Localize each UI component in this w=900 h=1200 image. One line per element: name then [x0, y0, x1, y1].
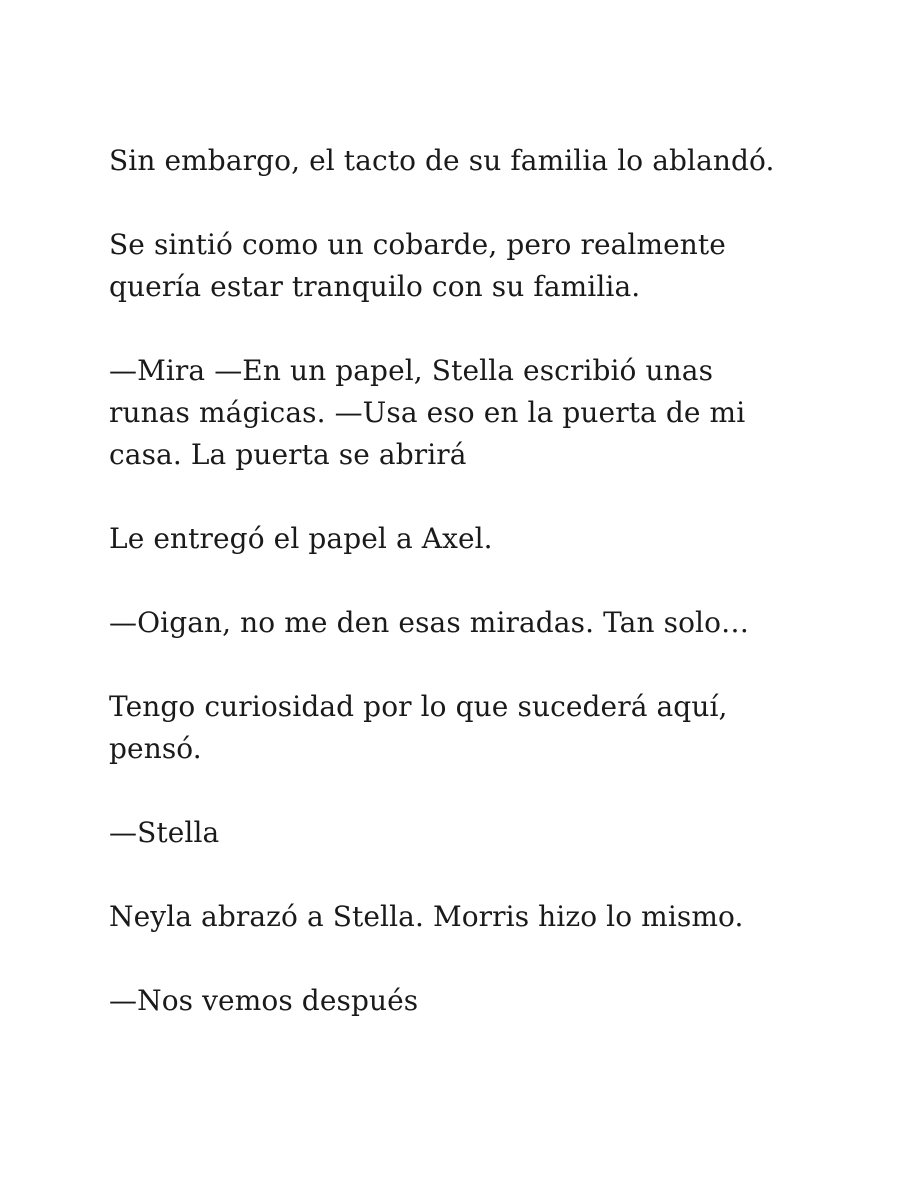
paragraph-3: —Mira —En un papel, Stella escribió unas runas mágicas. —Usa eso en la puerta de mi casa. La puerta se abrirá — [109, 354, 746, 471]
chapter-text — [109, 140, 789, 1064]
paragraph-8: Neyla abrazó a Stella. Morris hizo lo mismo. — [109, 900, 744, 933]
paragraph-5: —Oigan, no me den esas miradas. Tan solo… — [109, 606, 750, 639]
paragraph-1: Sin embargo, el tacto de su familia lo ablandó. — [109, 144, 775, 177]
paragraph-7: —Stella — [109, 816, 220, 849]
paragraph-2: Se sintió como un cobarde, pero realmente quería estar tranquilo con su familia. — [109, 228, 726, 303]
paragraph-6: Tengo curiosidad por lo que sucederá aquí, pensó. — [109, 690, 728, 765]
paragraph-9: —Nos vemos después — [109, 984, 419, 1017]
paragraph-4: Le entregó el papel a Axel. — [109, 522, 493, 555]
